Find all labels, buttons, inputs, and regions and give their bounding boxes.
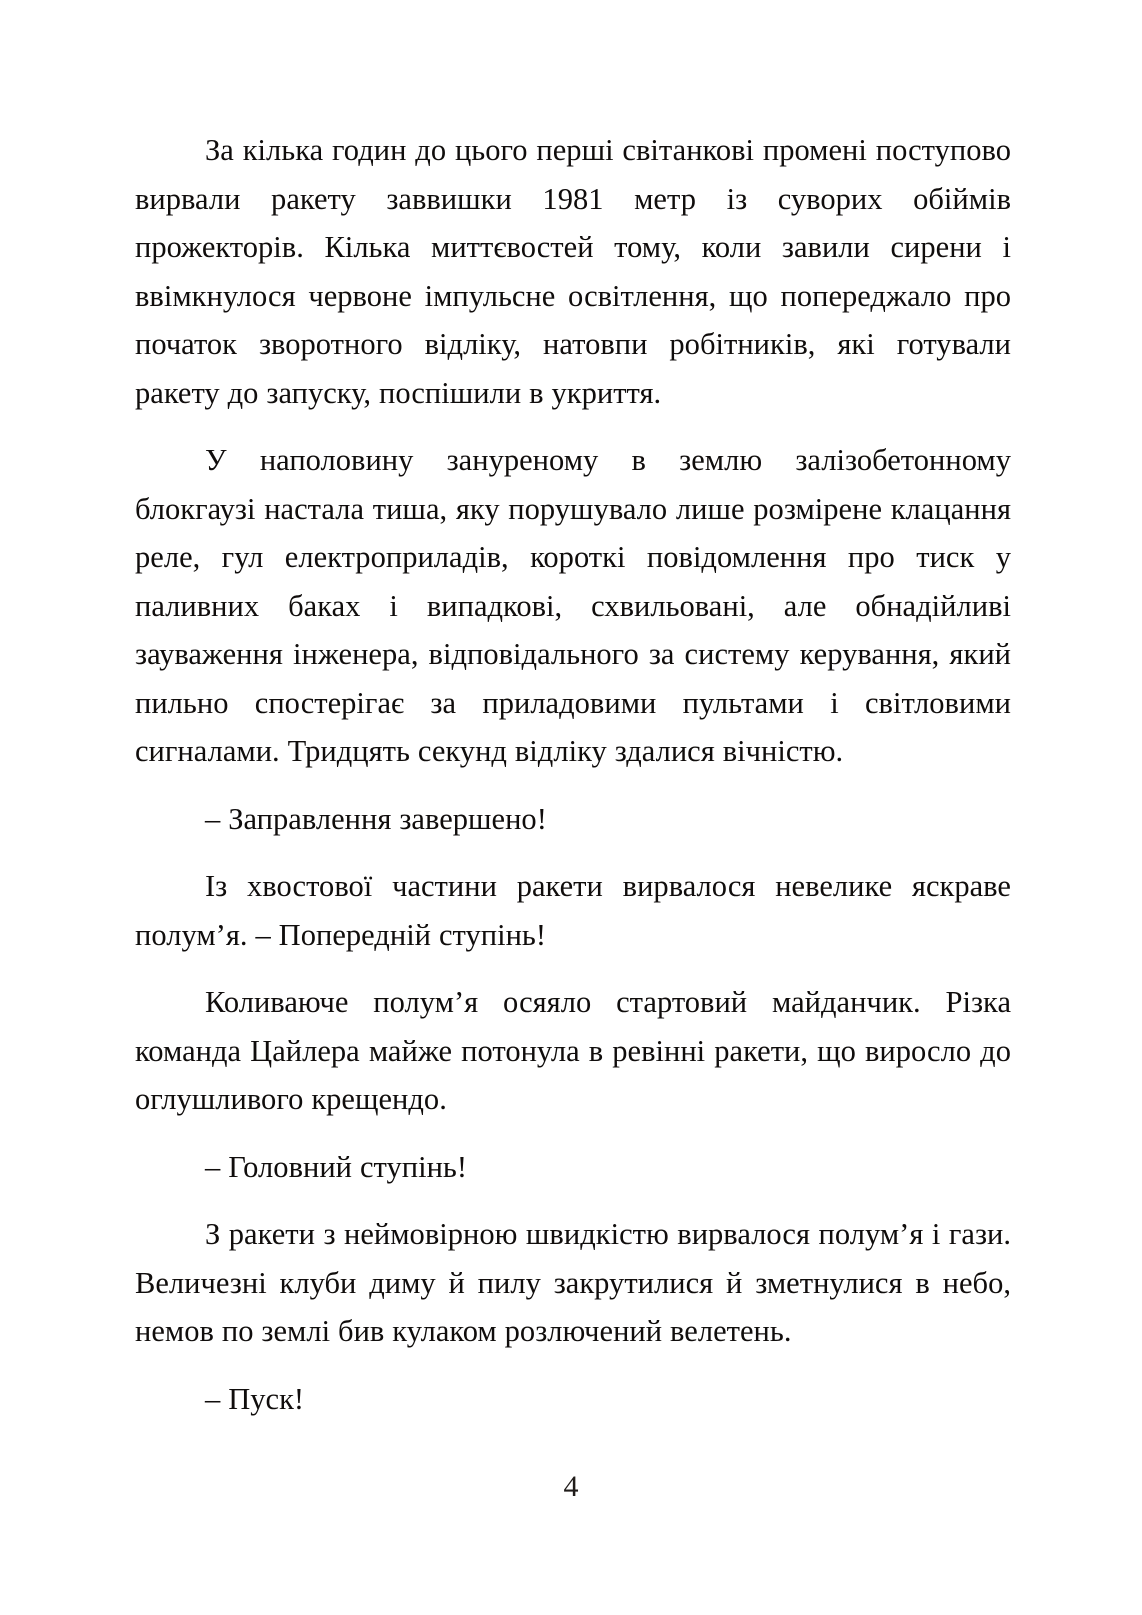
page-text-block (135, 126, 1011, 1423)
paragraph: Із хвостової частини ракети вирвалося невелике яскраве полум’я. – Попередній ступінь! (135, 869, 1011, 952)
paragraph: Коливаюче полум’я осяяло стартовий майданчик. Різка команда Цайлера майже потонула в ревінні ракети, що виросло до оглушливого крещендо. (135, 985, 1011, 1116)
paragraph: У наполовину зануреному в землю залізобетонному блокгаузі настала тиша, яку порушувало лише розмірене клацання реле, гул електроприладів, короткі повідомлення про тиск у паливних баках і випадкові, схвильовані, але обнадійливі зауваження інженера, відповідального за систему керування, який пильно спостерігає за приладовими пультами і світловими сигналами. Тридцять секунд відліку здалися вічністю. (135, 443, 1011, 768)
dialogue-line: – Заправлення завершено! (205, 801, 547, 836)
page-number: 4 (563, 1470, 579, 1503)
paragraph: За кілька годин до цього перші світанкові промені поступово вирвали ракету заввишки 1981 метр із суворих обіймів прожекторів. Кілька миттєвостей тому, коли завили сирени і ввімкнулося червоне імпульсне освітлення, що попереджало про початок зворотного відліку, натовпи робітників, які готували ракету до запуску, поспішили в укриття. (135, 133, 1011, 410)
paragraph: З ракети з неймовірною швидкістю вирвалося полум’я і гази. Величезні клуби диму й пилу закрутилися й зметнулися в небо, немов по землі бив кулаком розлючений велетень. (135, 1217, 1011, 1348)
dialogue-line: – Пуск! (205, 1381, 305, 1416)
dialogue-line: – Головний ступінь! (205, 1149, 468, 1184)
